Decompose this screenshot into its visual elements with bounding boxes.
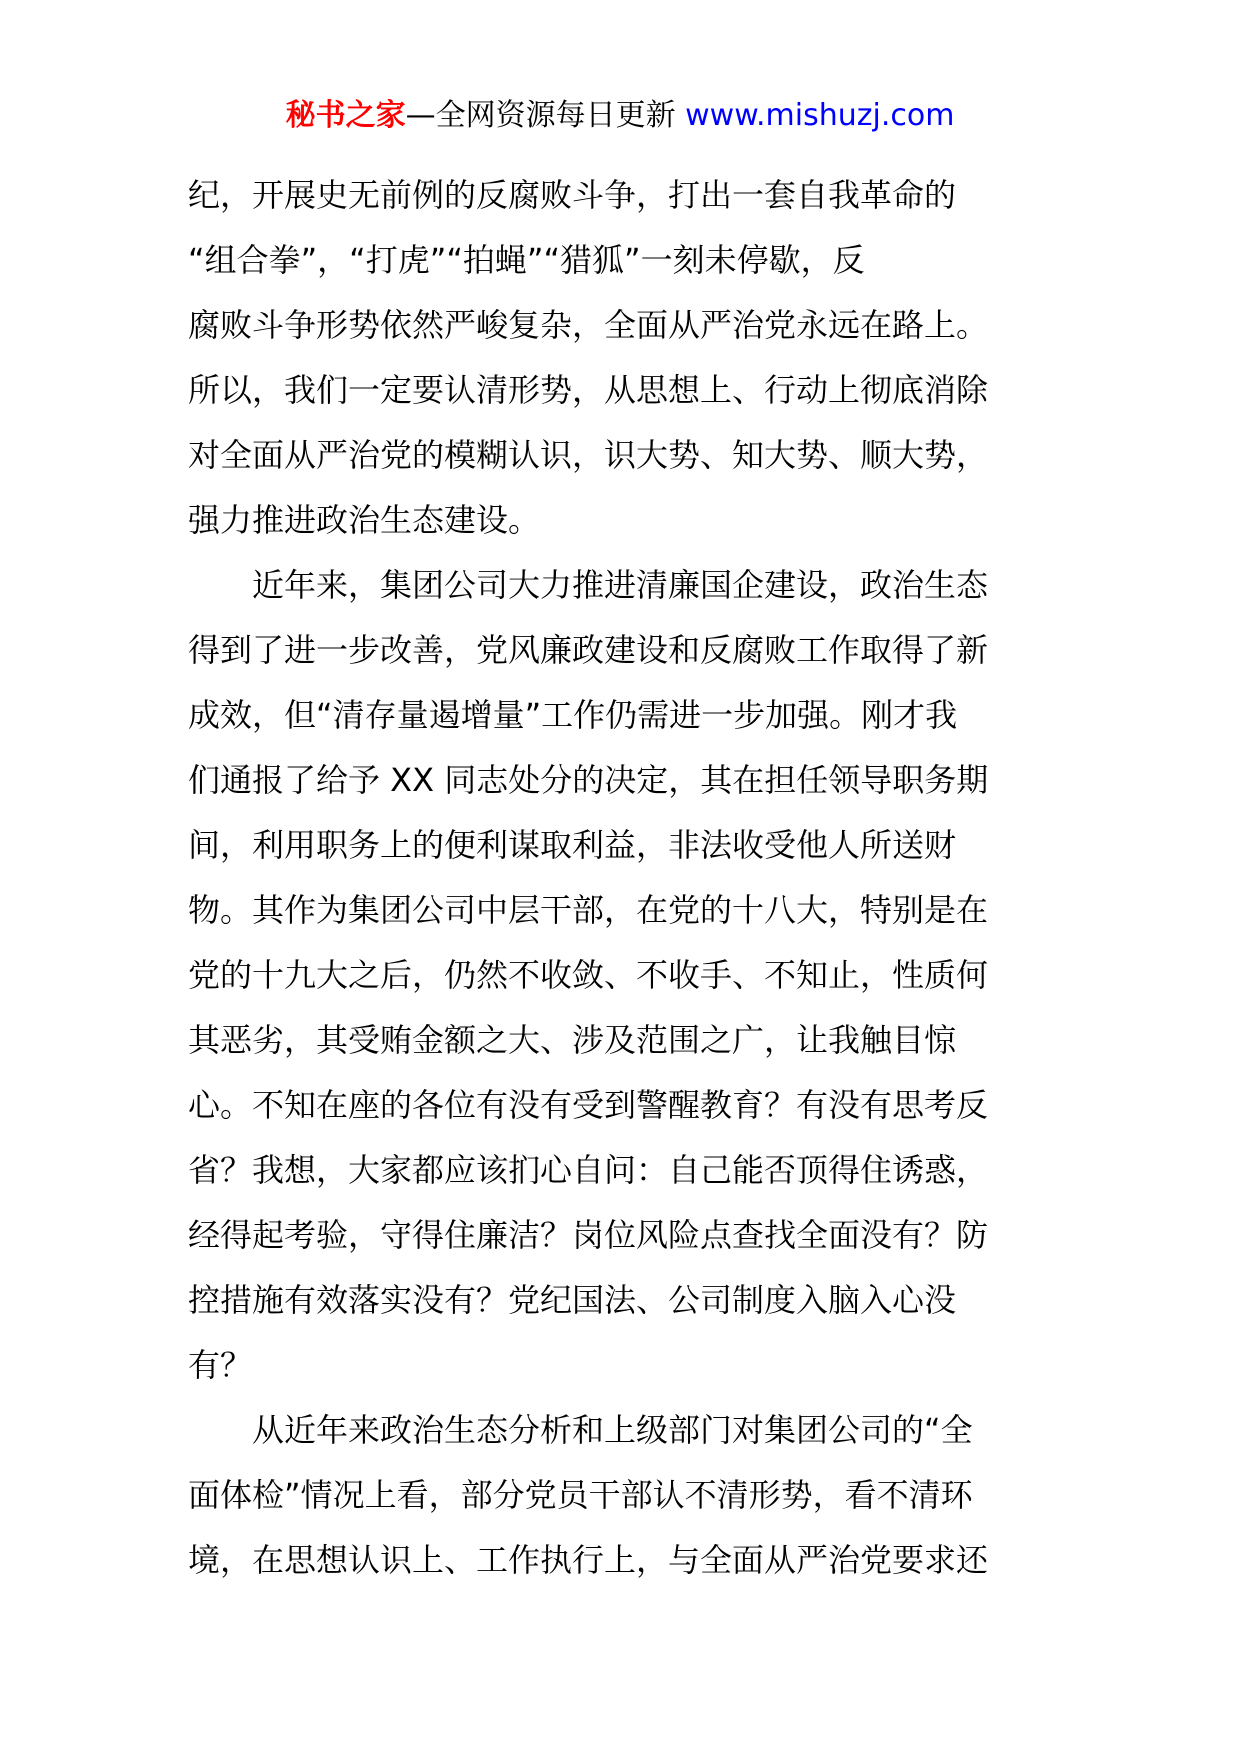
text-line: 心。不知在座的各位有没有受到警醒教育？有没有思考反: [188, 1086, 989, 1124]
text-line: 其恶劣，其受贿金额之大、涉及范围之广，让我触目惊: [188, 1021, 957, 1059]
text-line: 得到了进一步改善，党风廉政建设和反腐败工作取得了新: [188, 631, 989, 669]
text-line: 所以，我们一定要认清形势，从思想上、行动上彻底消除: [188, 371, 989, 409]
text-line: 对全面从严治党的模糊认识，识大势、知大势、顺大势，: [188, 436, 989, 474]
text-line: 有？: [188, 1346, 253, 1384]
text-line: 强力推进政治生态建设。: [188, 501, 541, 539]
text-line: 省？我想，大家都应该扪心自问：自己能否顶得住诱惑，: [188, 1151, 989, 1189]
text-line: 间，利用职务上的便利谋取利益，非法收受他人所送财: [188, 826, 957, 864]
site-url-link[interactable]: www.mishuzj.com: [685, 98, 955, 133]
site-header: [0, 96, 1240, 136]
text-line: 党的十九大之后，仍然不收敛、不收手、不知止，性质何: [188, 956, 989, 994]
header-tagline: —全网资源每日更新: [405, 98, 686, 133]
document-body: [188, 163, 1058, 1593]
text-line: 境，在思想认识上、工作执行上，与全面从严治党要求还: [188, 1541, 989, 1579]
text-line: 面体检”情况上看，部分党员干部认不清形势，看不清环: [188, 1476, 973, 1514]
text-line: 物。其作为集团公司中层干部，在党的十八大，特别是在: [188, 891, 989, 929]
text-line: 成效，但“清存量遏增量”工作仍需进一步加强。刚才我: [188, 696, 958, 734]
text-line: 控措施有效落实没有？党纪国法、公司制度入脑入心没: [188, 1281, 957, 1319]
text-line: 近年来，集团公司大力推进清廉国企建设，政治生态: [188, 566, 989, 604]
text-line: 从近年来政治生态分析和上级部门对集团公司的“全: [188, 1411, 973, 1449]
text-line: “组合拳”，“打虎”“拍蝇”“猎狐”一刻未停歇，反: [188, 241, 865, 279]
brand-name: 秘书之家: [285, 98, 406, 133]
text-line: 经得起考验，守得住廉洁？岗位风险点查找全面没有？防: [188, 1216, 989, 1254]
text-line: 们通报了给予 XX 同志处分的决定，其在担任领导职务期: [188, 761, 989, 799]
text-line: 腐败斗争形势依然严峻复杂，全面从严治党永远在路上。: [188, 306, 989, 344]
text-line: 纪，开展史无前例的反腐败斗争，打出一套自我革命的: [188, 176, 957, 214]
